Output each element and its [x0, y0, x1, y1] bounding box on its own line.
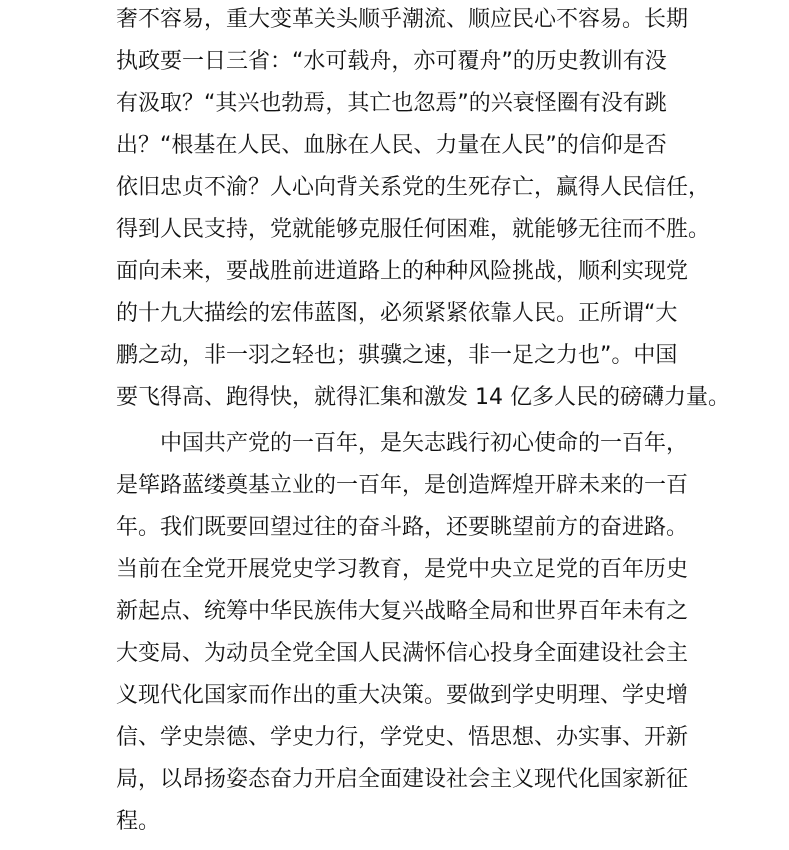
text-line: 中国共产党的一百年，是矢志践行初心使命的一百年， — [160, 431, 689, 456]
text-line: 奢不容易，重大变革关头顺乎潮流、顺应民心不容易。长期 — [116, 7, 689, 32]
text-line: 义现代化国家而作出的重大决策。要做到学史明理、学史增 — [116, 683, 689, 708]
text-line: 有汲取？“其兴也勃焉，其亡也忽焉”的兴衰怪圈有没有跳 — [116, 91, 667, 116]
text-line: 的十九大描绘的宏伟蓝图，必须紧紧依靠人民。正所谓“大 — [116, 301, 678, 326]
text-line: 程。 — [116, 809, 161, 834]
text-line: 出？“根基在人民、血脉在人民、力量在人民”的信仰是否 — [116, 133, 667, 158]
text-line: 大变局、为动员全党全国人民满怀信心投身全面建设社会主 — [116, 641, 689, 666]
text-line: 年。我们既要回望过往的奋斗路，还要眺望前方的奋进路。 — [116, 515, 689, 540]
text-line: 依旧忠贞不渝？人心向背关系党的生死存亡，赢得人民信任， — [116, 175, 711, 200]
text-line: 执政要一日三省：“水可载舟，亦可覆舟”的历史教训有没 — [116, 49, 667, 74]
text-line: 得到人民支持，党就能够克服任何困难，就能够无往而不胜。 — [116, 217, 711, 242]
text-line: 局，以昂扬姿态奋力开启全面建设社会主义现代化国家新征 — [116, 767, 689, 792]
text-line: 要飞得高、跑得快，就得汇集和激发 14 亿多人民的磅礴力量。 — [116, 385, 730, 410]
text-line: 是筚路蓝缕奠基立业的一百年，是创造辉煌开辟未来的一百 — [116, 473, 689, 498]
text-line: 新起点、统筹中华民族伟大复兴战略全局和世界百年未有之 — [116, 599, 689, 624]
text-line: 当前在全党开展党史学习教育，是党中央立足党的百年历史 — [116, 557, 689, 582]
text-line: 面向未来，要战胜前进道路上的种种风险挑战，顺利实现党 — [116, 259, 689, 284]
text-line: 信、学史崇德、学史力行，学党史、悟思想、办实事、开新 — [116, 725, 689, 750]
text-line: 鹏之动，非一羽之轻也；骐骥之速，非一足之力也”。中国 — [116, 343, 678, 368]
